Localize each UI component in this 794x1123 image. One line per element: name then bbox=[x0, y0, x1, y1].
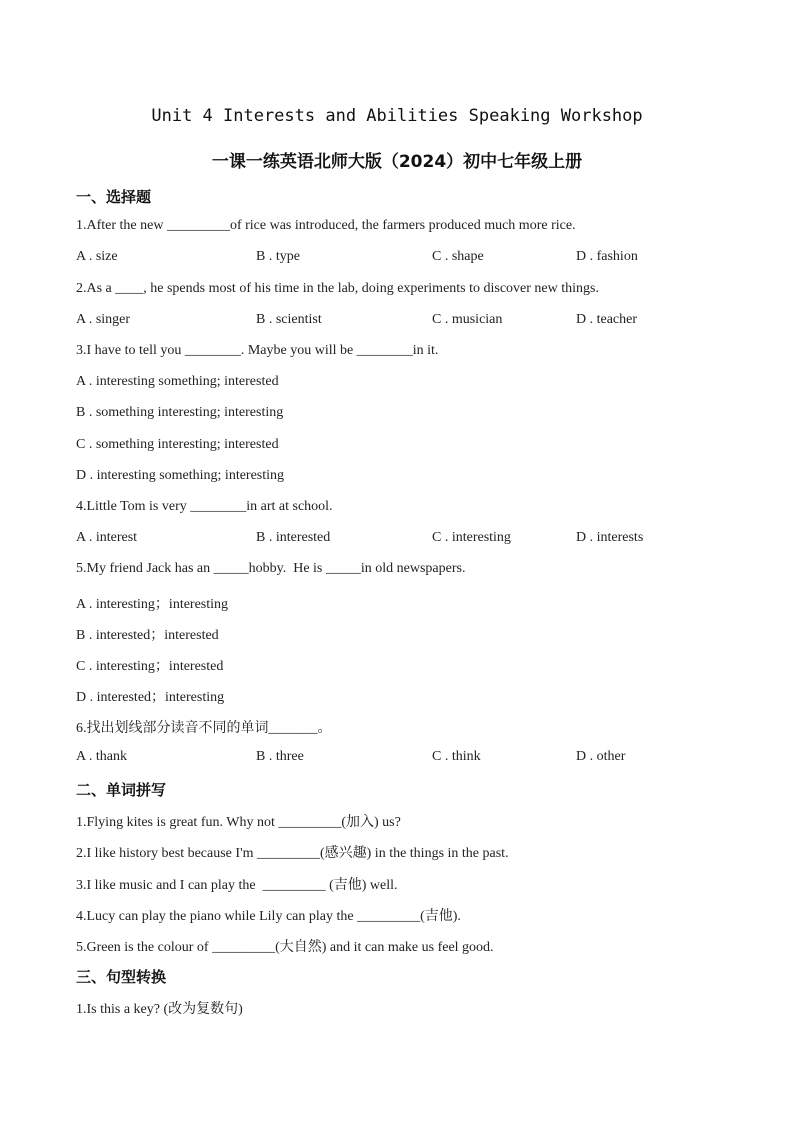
question-4-option-d: D . interests bbox=[576, 530, 644, 545]
question-6-option-a: A . thank bbox=[76, 749, 127, 764]
question-1-option-a: A . size bbox=[76, 249, 118, 264]
question-2-option-a: A . singer bbox=[76, 312, 131, 327]
section-heading-spelling: 二、单词拼写 bbox=[76, 781, 167, 799]
question-5-option-c: C . interesting；interested bbox=[76, 659, 224, 674]
worksheet-title: Unit 4 Interests and Abilities Speaking Workshop bbox=[151, 106, 643, 126]
question-1-option-c: C . shape bbox=[432, 249, 484, 264]
spelling-question-3: 3.I like music and I can play the _________ (吉他) well. bbox=[76, 878, 398, 893]
question-1-option-b: B . type bbox=[256, 249, 300, 264]
question-3-option-c: C . something interesting; interested bbox=[76, 437, 279, 452]
question-5-option-d: D . interested；interesting bbox=[76, 690, 225, 705]
question-5-option-b: B . interested；interested bbox=[76, 628, 219, 643]
worksheet-subtitle: 一课一练英语北师大版（2024）初中七年级上册 bbox=[211, 152, 583, 172]
question-6-option-c: C . think bbox=[432, 749, 481, 764]
spelling-question-4: 4.Lucy can play the piano while Lily can play the _________(吉他). bbox=[76, 909, 461, 924]
question-3-option-b: B . something interesting; interesting bbox=[76, 405, 284, 420]
section-heading-multiple-choice: 一、选择题 bbox=[76, 188, 152, 206]
question-3-option-d: D . interesting something; interesting bbox=[76, 468, 285, 483]
question-2-stem: 2.As a ____, he spends most of his time in the lab, doing experiments to discover new things. bbox=[76, 281, 599, 296]
question-5-option-a: A . interesting；interesting bbox=[76, 597, 229, 612]
question-2-option-d: D . teacher bbox=[576, 312, 638, 327]
spelling-question-2: 2.I like history best because I'm _________(感兴趣) in the things in the past. bbox=[76, 846, 509, 861]
question-5-stem: 5.My friend Jack has an _____hobby. He is _____in old newspapers. bbox=[76, 561, 466, 576]
spelling-question-5: 5.Green is the colour of _________(大自然) and it can make us feel good. bbox=[76, 940, 494, 955]
question-2-option-b: B . scientist bbox=[256, 312, 322, 327]
section-heading-sentence-transform: 三、句型转换 bbox=[76, 968, 167, 986]
transform-question-1: 1.Is this a key? (改为复数句) bbox=[76, 1002, 243, 1017]
spelling-question-1: 1.Flying kites is great fun. Why not _________(加入) us? bbox=[76, 815, 401, 830]
question-4-option-a: A . interest bbox=[76, 530, 138, 545]
question-4-option-b: B . interested bbox=[256, 530, 331, 545]
question-6-option-b: B . three bbox=[256, 749, 304, 764]
question-4-option-c: C . interesting bbox=[432, 530, 511, 545]
question-1-option-d: D . fashion bbox=[576, 249, 638, 264]
question-3-option-a: A . interesting something; interested bbox=[76, 374, 279, 389]
question-6-option-d: D . other bbox=[576, 749, 626, 764]
question-2-option-c: C . musician bbox=[432, 312, 503, 327]
question-1-stem: 1.After the new _________of rice was introduced, the farmers produced much more rice. bbox=[76, 218, 576, 233]
question-3-stem: 3.I have to tell you ________. Maybe you will be ________in it. bbox=[76, 343, 439, 358]
question-6-stem: 6.找出划线部分读音不同的单词_______。 bbox=[76, 721, 332, 736]
question-4-stem: 4.Little Tom is very ________in art at school. bbox=[76, 499, 333, 514]
